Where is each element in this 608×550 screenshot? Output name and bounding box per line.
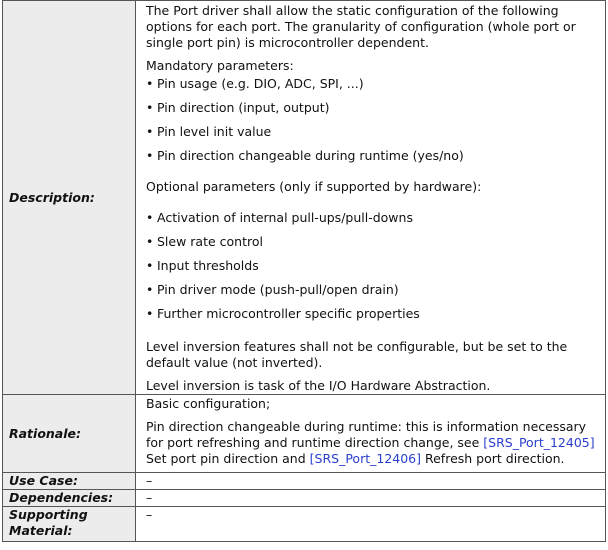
list-item: • Pin driver mode (push-pull/open drain) [146, 282, 599, 298]
level-inversion-note: Level inversion features shall not be configurable, but be set to the default value (not inverted). [146, 339, 568, 370]
rationale-line1: Basic configuration; [146, 396, 271, 411]
optional-heading: Optional parameters (only if supported by hardware): [146, 179, 482, 194]
rationale-text: Pin direction changeable during runtime: this is information necessary for port refreshing and runtime direction change, see [146, 419, 587, 450]
list-item: • Activation of internal pull-ups/pull-downs [146, 210, 599, 226]
description-content [136, 1, 606, 395]
link-srs-port-12406[interactable]: [SRS_Port_12406] [309, 451, 422, 466]
rationale-text: Set port pin direction and [146, 451, 310, 466]
description-row [3, 1, 606, 395]
dependencies-row [3, 490, 606, 507]
optional-list [146, 210, 599, 322]
rationale-paragraph [146, 419, 599, 467]
use-case-label: Use Case: [3, 473, 136, 490]
list-item: • Pin direction changeable during runtime (yes/no) [146, 148, 599, 164]
supporting-material-row [3, 507, 606, 542]
list-item: • Pin level init value [146, 124, 599, 140]
rationale-label: Rationale: [3, 395, 136, 473]
rationale-content [136, 395, 606, 473]
use-case-value: – [136, 473, 606, 490]
list-item: • Pin direction (input, output) [146, 100, 599, 116]
mandatory-heading: Mandatory parameters: [146, 58, 294, 73]
dependencies-value: – [136, 490, 606, 507]
description-intro: The Port driver shall allow the static configuration of the following options for each port. The granularity of configuration (whole port or single port pin) is microcontroller dependent. [146, 3, 576, 50]
requirement-table [2, 0, 606, 542]
description-label: Description: [3, 1, 136, 395]
supporting-material-label: Supporting Material: [3, 507, 136, 542]
list-item: • Input thresholds [146, 258, 599, 274]
supporting-material-value: – [136, 507, 606, 542]
list-item: • Slew rate control [146, 234, 599, 250]
list-item: • Pin usage (e.g. DIO, ADC, SPI, ...) [146, 76, 599, 92]
list-item: • Further microcontroller specific properties [146, 306, 599, 322]
rationale-row [3, 395, 606, 473]
rationale-text: Refresh port direction. [421, 451, 565, 466]
link-srs-port-12405[interactable]: [SRS_Port_12405] [483, 435, 595, 450]
level-inversion-task: Level inversion is task of the I/O Hardware Abstraction. [146, 378, 491, 393]
use-case-row [3, 473, 606, 490]
mandatory-list [146, 76, 599, 164]
dependencies-label: Dependencies: [3, 490, 136, 507]
